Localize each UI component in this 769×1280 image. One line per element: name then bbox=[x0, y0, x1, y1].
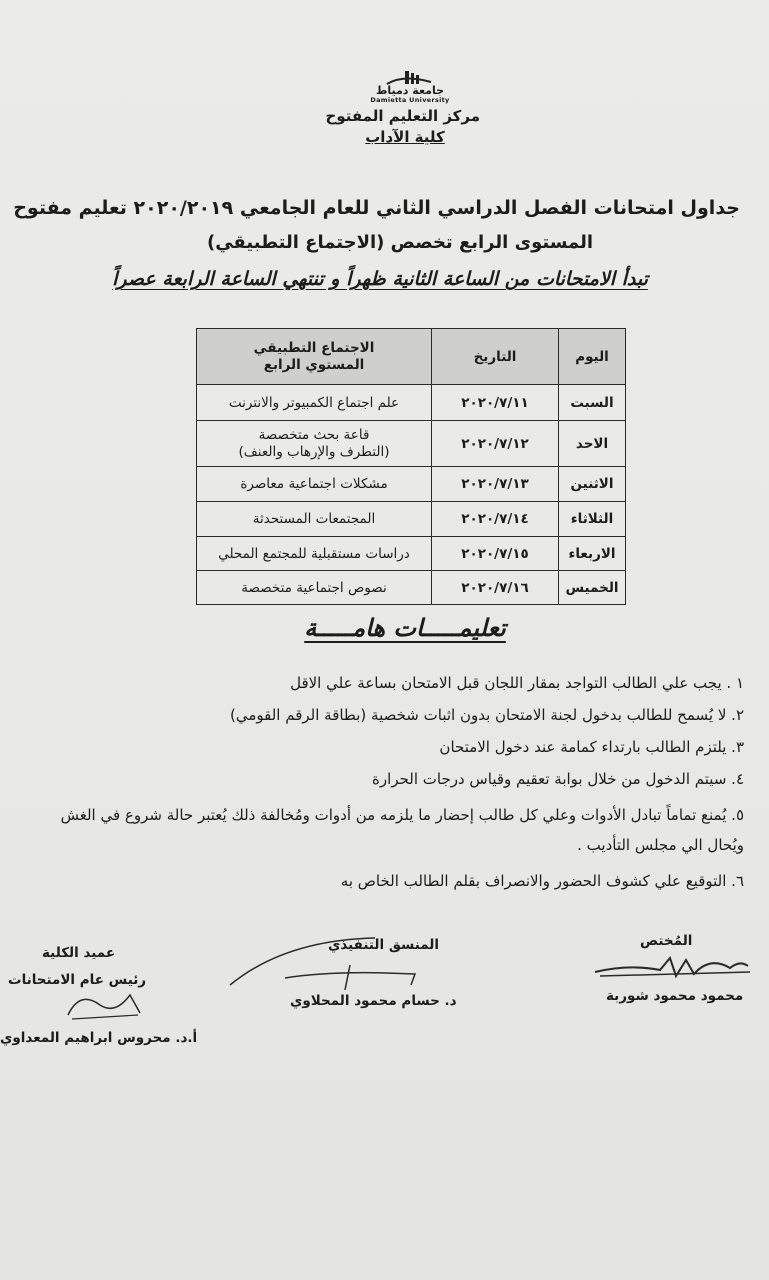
dean-name: أ.د. محروس ابراهيم المعداوي bbox=[0, 1030, 198, 1046]
header-date: التاريخ bbox=[432, 329, 559, 385]
row-day: السبت bbox=[559, 385, 626, 421]
dean-signature-icon bbox=[60, 985, 150, 1025]
row-day: الاربعاء bbox=[559, 537, 626, 571]
row-subject: دراسات مستقبلية للمجتمع المحلي bbox=[197, 537, 432, 571]
university-name-ar: جامعة دمياط bbox=[375, 84, 445, 97]
row-day: الثلاثاء bbox=[559, 502, 626, 537]
instruction-item: ٢. لا يُسمح للطالب بدخول لجنة الامتحان بدون اثبات شخصية (بطاقة الرقم القومي) bbox=[229, 706, 744, 724]
specialist-name: محمود محمود شوربة bbox=[606, 988, 744, 1004]
header-day: اليوم bbox=[559, 329, 626, 385]
row-subject bbox=[197, 421, 432, 467]
table-header-row bbox=[197, 329, 626, 385]
row-subject-line1: قاعة بحث متخصصة bbox=[258, 426, 370, 443]
instruction-item: ١ . يجب علي الطالب التواجد بمقار اللجان قبل الامتحان بساعة علي الاقل bbox=[290, 674, 744, 692]
table-row bbox=[197, 467, 626, 502]
coordinator-name: د. حسام محمود المحلاوي bbox=[290, 993, 457, 1009]
row-date: ٢٠٢٠/٧/١٤ bbox=[432, 502, 559, 537]
header-subject-specialty: الاجتماع التطبيقي bbox=[253, 339, 375, 356]
instruction-item: ٥. يُمنع تماماً تبادل الأدوات وعلي كل طالب إحضار ما يلزمه من أدوات ومُخالفة ذلك يُعتبر حالة شروع في الغش ويُحال الي مجلس التأديب . bbox=[60, 806, 744, 854]
document-subtitle: المستوى الرابع تخصص (الاجتماع التطبيقي) bbox=[206, 232, 594, 253]
row-subject-line2: (التطرف والإرهاب والعنف) bbox=[238, 443, 390, 460]
instructions-list bbox=[24, 672, 744, 902]
instruction-item: ٣. يلتزم الطالب بارتداء كمامة عند دخول الامتحان bbox=[439, 738, 744, 756]
table-row bbox=[197, 571, 626, 605]
table-row bbox=[197, 537, 626, 571]
specialist-title: المُختص bbox=[640, 933, 693, 949]
document-title: جداول امتحانات الفصل الدراسي الثاني للعام الجامعي ٢٠٢٠/٢٠١٩ تعليم مفتوح bbox=[13, 197, 740, 219]
dean-title: عميد الكلية bbox=[42, 945, 116, 961]
row-date: ٢٠٢٠/٧/١٣ bbox=[432, 467, 559, 502]
table-row bbox=[197, 421, 626, 467]
specialist-signature-icon bbox=[590, 950, 760, 985]
instruction-item: ٦. التوقيع علي كشوف الحضور والانصراف بقلم الطالب الخاص به bbox=[340, 872, 744, 890]
university-logo bbox=[355, 70, 465, 108]
row-date: ٢٠٢٠/٧/١١ bbox=[432, 385, 559, 421]
exams-chief-title: رئيس عام الامتحانات bbox=[8, 972, 147, 988]
row-subject: المجتمعات المستحدثة bbox=[197, 502, 432, 537]
open-education-center: مركز التعليم المفتوح bbox=[325, 107, 480, 125]
coordinator-title: المنسق التنفيذي bbox=[328, 937, 439, 953]
row-date: ٢٠٢٠/٧/١٦ bbox=[432, 571, 559, 605]
row-subject: علم اجتماع الكمبيوتر والانترنت bbox=[197, 385, 432, 421]
exam-schedule-table bbox=[196, 328, 626, 605]
university-name-en: Damietta University bbox=[370, 96, 450, 104]
header-subject-level: المستوي الرابع bbox=[263, 356, 365, 373]
coordinator-signature-icon bbox=[225, 930, 445, 1000]
row-date: ٢٠٢٠/٧/١٥ bbox=[432, 537, 559, 571]
instruction-item: ٤. سيتم الدخول من خلال بوابة تعقيم وقياس درجات الحرارة bbox=[372, 770, 744, 788]
row-day: الخميس bbox=[559, 571, 626, 605]
header-subject bbox=[197, 329, 432, 385]
instructions-title: تعليمـــــات هامـــــة bbox=[304, 614, 506, 642]
row-day: الاحد bbox=[559, 421, 626, 467]
table-row bbox=[197, 385, 626, 421]
row-date: ٢٠٢٠/٧/١٢ bbox=[432, 421, 559, 467]
table-row bbox=[197, 502, 626, 537]
faculty-name: كلية الآداب bbox=[365, 128, 445, 146]
exam-time-notice: تبدأ الامتحانات من الساعة الثانية ظهراً و تنتهي الساعة الرابعة عصراً bbox=[112, 268, 648, 290]
row-subject: نصوص اجتماعية متخصصة bbox=[197, 571, 432, 605]
row-day: الاثنين bbox=[559, 467, 626, 502]
row-subject: مشكلات اجتماعية معاصرة bbox=[197, 467, 432, 502]
